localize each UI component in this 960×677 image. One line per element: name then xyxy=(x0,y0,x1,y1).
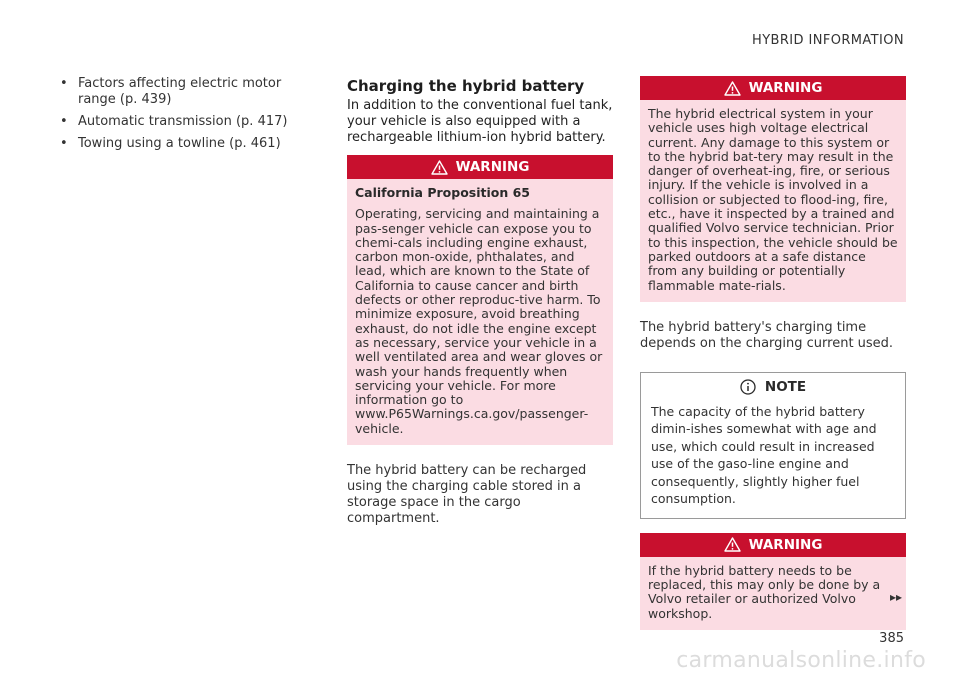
warning-box-replacement xyxy=(640,533,906,630)
related-link[interactable]: • Factors affecting electric motor range (p. 439) xyxy=(56,76,306,108)
note-label: NOTE xyxy=(764,378,807,395)
warning-text: Operating, servicing and maintaining a pas-senger vehicle can expose you to chemi-cals including engine exhaust, carbon mon-oxide, phthalates, and lead, which are known to the State of California to cause cancer and birth defects or other reproduc-tive harm. To minimize exposure, avoid breathing exhaust, do not idle the engine except as necessary, service your vehicle in a well ventilated area and wear gloves or wash your hands frequently when servicing your vehicle. For more information go to www.P65Warnings.ca.gov/passenger-vehicle. xyxy=(355,206,603,436)
warning-triangle-icon xyxy=(724,81,741,96)
warning-label: WARNING xyxy=(748,80,823,96)
warning-header xyxy=(347,155,613,179)
warning-box-prop65 xyxy=(347,155,613,445)
note-header xyxy=(641,373,905,398)
warning-body xyxy=(640,100,906,302)
note-box xyxy=(640,372,906,519)
warning-text: The hybrid electrical system in your vehicle uses high voltage electrical current. Any damage to this system or to the hybrid bat-tery may result in the danger of overheat-ing, fire, or serious injury. If the vehicle is involved in a collision or subjected to flood-ing, fire, etc., have it inspected by a trained and qualified Volvo service technician. Prior to this inspection, the vehicle should be parked outdoors at a safe distance from any building or potentially flammable mate-rials. xyxy=(648,106,898,293)
charging-time-paragraph: The hybrid battery's charging time depends on the charging current used. xyxy=(640,319,894,351)
double-chevron-right-icon[interactable]: ▸▸ xyxy=(889,590,902,604)
warning-header xyxy=(640,76,906,100)
related-links-column xyxy=(56,76,306,158)
intro-paragraph: In addition to the conventional fuel tank, your vehicle is also equipped with a rechargeable lithium-ion hybrid battery. xyxy=(347,98,613,145)
warning-header xyxy=(640,533,906,557)
warning-label: WARNING xyxy=(455,159,530,175)
warning-box-high-voltage xyxy=(640,76,906,302)
note-text: The capacity of the hybrid battery dimin-ishes somewhat with age and use, which could result in increased use of the gaso-line engine and consequently, slightly higher fuel consumption. xyxy=(651,403,877,507)
page-number: 385 xyxy=(879,631,904,646)
running-header: HYBRID INFORMATION xyxy=(752,33,904,48)
warning-triangle-icon xyxy=(431,160,448,175)
warning-body xyxy=(640,557,906,630)
related-link[interactable]: • Automatic transmission (p. 417) xyxy=(56,114,306,130)
safety-column xyxy=(640,76,906,630)
warning-label: WARNING xyxy=(748,536,823,553)
warning-triangle-icon xyxy=(724,537,741,552)
recharge-paragraph: The hybrid battery can be recharged using the charging cable stored in a storage space in the cargo compartment. xyxy=(347,463,587,527)
related-links-list xyxy=(56,76,306,152)
warning-body xyxy=(347,179,613,445)
warning-subtitle: California Proposition 65 xyxy=(355,185,531,200)
related-link[interactable]: • Towing using a towline (p. 461) xyxy=(56,136,306,152)
note-body xyxy=(641,398,905,518)
section-title: Charging the hybrid battery xyxy=(347,77,585,95)
info-circle-icon xyxy=(740,379,756,395)
charging-column xyxy=(347,76,613,527)
watermark: carmanualsonline.info xyxy=(676,648,926,673)
warning-text: If the hybrid battery needs to be replaced, this may only be done by a Volvo retailer or authorized Volvo workshop. xyxy=(648,562,881,621)
